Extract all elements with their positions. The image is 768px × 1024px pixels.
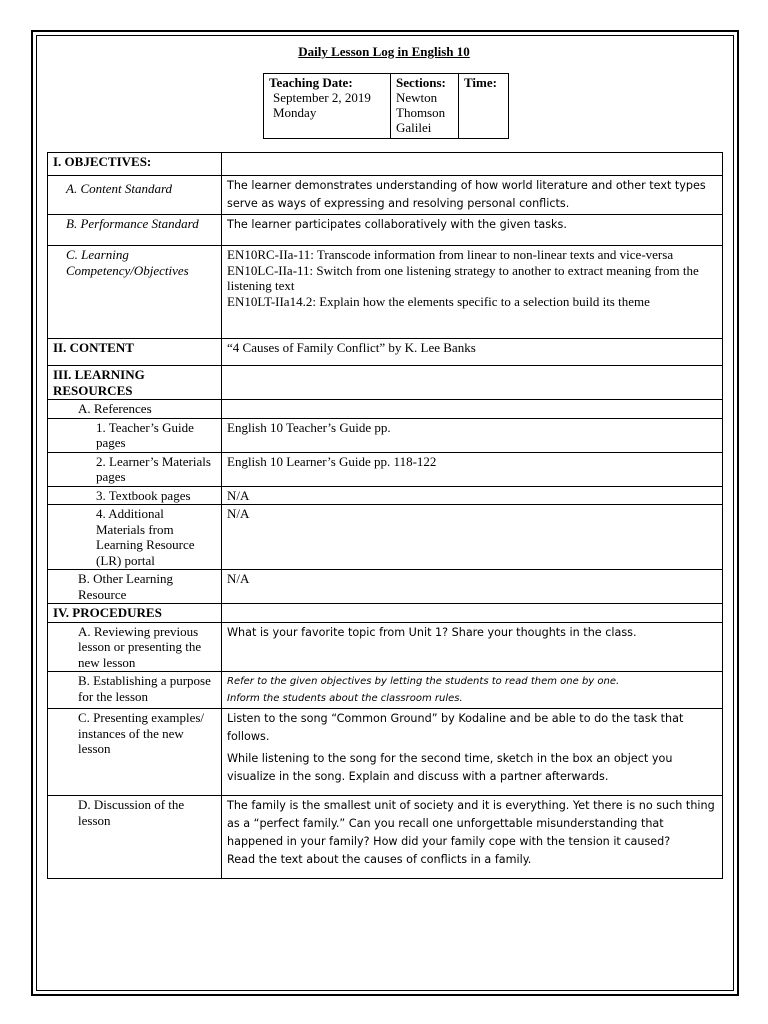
table-row — [48, 153, 723, 176]
table-row — [48, 709, 723, 796]
teachers-guide-label: 1. Teacher’s Guide pages — [48, 418, 222, 452]
discussion-label: D. Discussion of the lesson — [48, 796, 222, 879]
competency-cell — [222, 246, 723, 339]
content-standard-text: The learner demonstrates understanding of how world literature and other text types serve as ways of expressing and resolving personal conflicts. — [222, 176, 723, 215]
table-row — [48, 366, 723, 400]
discussion-paragraph: The family is the smallest unit of society and it is everything. Yet there is no such thing as a “perfect family.” Can you recall one unforgettable misunderstanding that happened in your family? How did your family cope with the tension it caused? — [227, 799, 715, 848]
teaching-info-table — [263, 73, 509, 139]
time-label: Time: — [464, 75, 497, 90]
table-row — [48, 486, 723, 505]
sections-label: Sections: — [396, 75, 446, 90]
teachers-guide-value: English 10 Teacher’s Guide pp. — [222, 418, 723, 452]
content-standard-label: A. Content Standard — [48, 176, 222, 215]
table-row — [48, 215, 723, 246]
table-row — [48, 570, 723, 604]
reviewing-text: What is your favorite topic from Unit 1? Share your thoughts in the class. — [222, 622, 723, 672]
other-resource-value: N/A — [222, 570, 723, 604]
procedures-heading: IV. PROCEDURES — [48, 604, 222, 623]
table-row — [48, 176, 723, 215]
reviewing-label: A. Reviewing previous lesson or presenting the new lesson — [48, 622, 222, 672]
table-row — [48, 452, 723, 486]
purpose-line: Inform the students about the classroom rules. — [227, 693, 463, 704]
objectives-heading: I. OBJECTIVES: — [48, 153, 222, 176]
teaching-date-label: Teaching Date: — [269, 75, 353, 90]
sections-cell — [391, 74, 459, 139]
presenting-paragraph: Listen to the song “Common Ground” by Kodaline and be able to do the task that follows. — [227, 712, 684, 743]
time-cell — [459, 74, 509, 139]
references-label: A. References — [48, 400, 222, 419]
learners-materials-label: 2. Learner’s Materials pages — [48, 452, 222, 486]
additional-materials-label: 4. Additional Materials from Learning Resource (LR) portal — [48, 505, 222, 570]
presenting-label: C. Presenting examples/ instances of the new lesson — [48, 709, 222, 796]
competency-item: EN10LC-IIa-11: Switch from one listening strategy to another to extract meaning from the listening text — [227, 262, 699, 293]
lesson-log-table — [47, 152, 723, 879]
table-row — [48, 246, 723, 339]
performance-standard-label: B. Performance Standard — [48, 215, 222, 246]
table-row — [48, 418, 723, 452]
content-value: “4 Causes of Family Conflict” by K. Lee Banks — [222, 339, 723, 366]
table-row — [48, 339, 723, 366]
document-title: Daily Lesson Log in English 10 — [298, 44, 470, 59]
table-row — [48, 622, 723, 672]
textbook-label: 3. Textbook pages — [48, 486, 222, 505]
section-name: Thomson — [396, 105, 446, 120]
table-row — [48, 400, 723, 419]
additional-materials-value: N/A — [222, 505, 723, 570]
table-row — [48, 796, 723, 879]
purpose-cell — [222, 672, 723, 709]
textbook-value: N/A — [222, 486, 723, 505]
teaching-date-cell — [264, 74, 391, 139]
table-row — [48, 505, 723, 570]
section-name: Newton — [396, 90, 438, 105]
table-row — [48, 604, 723, 623]
discussion-cell — [222, 796, 723, 879]
teaching-date: September 2, 2019 — [273, 90, 371, 105]
discussion-paragraph: Read the text about the causes of conflicts in a family. — [227, 853, 532, 866]
learners-materials-value: English 10 Learner’s Guide pp. 118-122 — [222, 452, 723, 486]
performance-standard-text: The learner participates collaboratively with the given tasks. — [222, 215, 723, 246]
competency-item: EN10LT-IIa14.2: Explain how the elements specific to a selection build its theme — [227, 293, 650, 309]
presenting-paragraph: While listening to the song for the second time, sketch in the box an object you visualize in the song. Explain and discuss with a partner afterwards. — [227, 752, 673, 783]
teaching-day: Monday — [273, 105, 317, 120]
table-row — [48, 672, 723, 709]
content-heading: II. CONTENT — [48, 339, 222, 366]
purpose-line: Refer to the given objectives by letting the students to read them one by one. — [227, 676, 620, 687]
competency-label: C. Learning Competency/Objectives — [48, 246, 222, 339]
competency-item: EN10RC-IIa-11: Transcode information from linear to non-linear texts and vice-versa — [227, 247, 674, 262]
resources-heading: III. LEARNING RESOURCES — [48, 366, 222, 400]
purpose-label: B. Establishing a purpose for the lesson — [48, 672, 222, 709]
presenting-cell — [222, 709, 723, 796]
other-resource-label: B. Other Learning Resource — [48, 570, 222, 604]
section-name: Galilei — [396, 120, 432, 135]
